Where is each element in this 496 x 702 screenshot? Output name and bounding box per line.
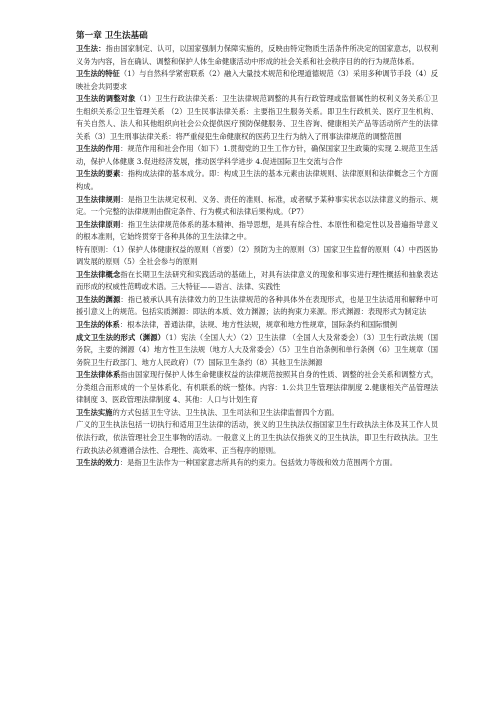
paragraph: [76, 43, 438, 68]
paragraph-text: ：根本法律，普通法律，法规、地方性法规，规章和地方性规章，国际条约和国际惯例: [119, 320, 398, 330]
paragraph: [76, 219, 438, 244]
paragraph: [76, 369, 438, 407]
paragraph-term: 卫生法的调整对象: [76, 94, 136, 104]
paragraph-text: ：指卫生法律规范体系的基本精神、指导思想，是具有综合性、本原性和稳定性以及普遍指导意义的根本准则，它始终贯穿于各种具体的卫生法律之中。: [76, 219, 439, 242]
paragraph-term: 卫生法实施: [76, 407, 113, 417]
paragraph-text: （1）与自然科学紧密联系（2）融入大量技术规范和伦理道德规范（3）采用多种调节手段（4）反映社会共同要求: [76, 69, 438, 91]
paragraph-text: ：是指卫生法作为一种国家意志所具有的约束力。包括效力等级和效力范围两个方面。: [119, 458, 398, 468]
paragraph: [76, 168, 438, 193]
paragraph-text: 指由国家现行保护人体生命健康权益的法律规范按照其自身的性质、调整的社会关系和调整方式，分类组合而形成的一个呈体系化、有机联系的统一整体。内容：1.公共卫生管理法律制度 2.健康相关产品管理法律制度 3、医政管理法律制度 4、其他：人口与计划生育: [76, 370, 439, 405]
paragraph: [76, 194, 438, 219]
paragraph-text: ：指构成法律的基本成分。即：构成卫生法的基本元素由法律规则、法律原则和法律概念三个方面构成。: [76, 169, 439, 192]
paragraph: [76, 294, 438, 319]
paragraph: [76, 269, 438, 294]
paragraph-term: 卫生法：: [76, 44, 106, 53]
paragraph-term: 卫生法律体系: [76, 370, 121, 380]
paragraph-term: 卫生法律概念: [76, 269, 121, 279]
paragraph: [76, 419, 438, 457]
paragraph-text: 的方式包括卫生守法、卫生执法、卫生司法和卫生法律监督四个方面。: [112, 407, 339, 417]
paragraph: [76, 68, 438, 93]
paragraph-term: 卫生法的渊源: [76, 294, 121, 304]
paragraph-text: 广义的卫生执法包括一切执行和适用卫生法律的活动，狭义的卫生执法仅指国家卫生行政执法主体及其工作人员依法行政，依法管理社会卫生事物的活动。一般意义上的卫生执法仅指狭义的卫生执法，即卫生行政执法。卫生行政执法必须遵循合法性、合理性、高效率、正当程序的原则。: [76, 420, 438, 455]
paragraph: [76, 407, 438, 420]
paragraph-term: 卫生法的作用: [76, 144, 121, 154]
paragraph-term: 卫生法的特征: [76, 69, 120, 79]
paragraph-text: ：规范作用和社会作用（如下）1.贯彻党的卫生工作方针，确保国家卫生政策的实现 2.规范卫生活动，保护人体健康 3.促进经济发展，推动医学科学进步 4.促进国际卫生交流与合作: [76, 144, 438, 166]
paragraph: [76, 143, 438, 168]
paragraph-text: 指由国家制定、认可，以国家强制力保障实施的，反映由特定物质生活条件所决定的国家意志，以权利义务为内容，旨在确认、调整和保护人体生命健康活动中形成的社会关系和社会秩序目的的行为规范体系。: [76, 44, 439, 66]
paragraph: [76, 319, 438, 332]
paragraph-term: 卫生法律原则: [76, 219, 121, 229]
paragraph-text: ：指已被承认具有法律效力的卫生法律规范的各种具体外在表现形式，也是卫生法适用和解释中可援引意义上的规范。包括实质渊源：即法的本质、效力渊源；法的拘束力来源。形式渊源：表现形式为制定法: [76, 294, 439, 317]
paragraph-text: 指在长期卫生法研究和实践活动的基础上，对具有法律意义的现象和事实进行理性概括和抽象表达而形成的权威性范畴或术语。三大特征——语言、法律、实践性: [76, 269, 439, 292]
paragraph-text: （1）卫生行政法律关系：卫生法律规范调整的具有行政管理或监督属性的权利义务关系①卫生组织关系②卫生管理关系 （2）卫生民事法律关系：主要指卫生服务关系。即卫生行政机关、医疗卫生机构、有关自然人、法人和其他组织向社会公众提供医疗预防保健服务、卫生咨询、健康相关产品等活动所产生的法律关系（3）卫生刑事法律关系：将严重侵犯生命健康权的医药卫生行为纳入了刑事法律规范的调整范围: [76, 94, 439, 141]
paragraph-term: 卫生法的体系: [76, 320, 120, 330]
paragraph: [76, 93, 438, 143]
paragraph-text: （1）宪法（全国人大）（2）卫生法律 （全国人大及常委会）（3）卫生行政法规（国务院，主要的渊源（4）地方性卫生法规（地方人大及常委会）（5）卫生自治条例和单行条例（6）卫生规章（国务院卫生行政部门、地方人民政府）（7）国际卫生条约（8）其他卫生法渊源: [76, 332, 439, 367]
paragraph-text: 特有原则：（1）保护人体健康权益的原则（首要）（2）预防为主的原则（3）国家卫生监督的原则（4）中西医协调发展的原则（5）全社会参与的原则: [76, 244, 438, 267]
paragraph: [76, 457, 438, 470]
paragraph-term: 卫生法律规则: [76, 194, 121, 204]
document-body: [76, 43, 438, 470]
paragraph-text: ：是指卫生法规定权利、义务、责任的准则、标准，或者赋予某种事实状态以法律意义的指示、规定。一个完整的法律规则由假定条件、行为模式和法律后果构成。（P7）: [76, 194, 439, 217]
chapter-title: 第一章 卫生法基础: [76, 31, 148, 41]
paragraph: [76, 332, 438, 370]
paragraph-term: 卫生法的要素: [76, 169, 121, 179]
paragraph-term: 成文卫生法的形式（渊源）: [76, 332, 166, 342]
paragraph-term: 卫生法的效力: [76, 458, 120, 468]
paragraph: [76, 244, 438, 269]
